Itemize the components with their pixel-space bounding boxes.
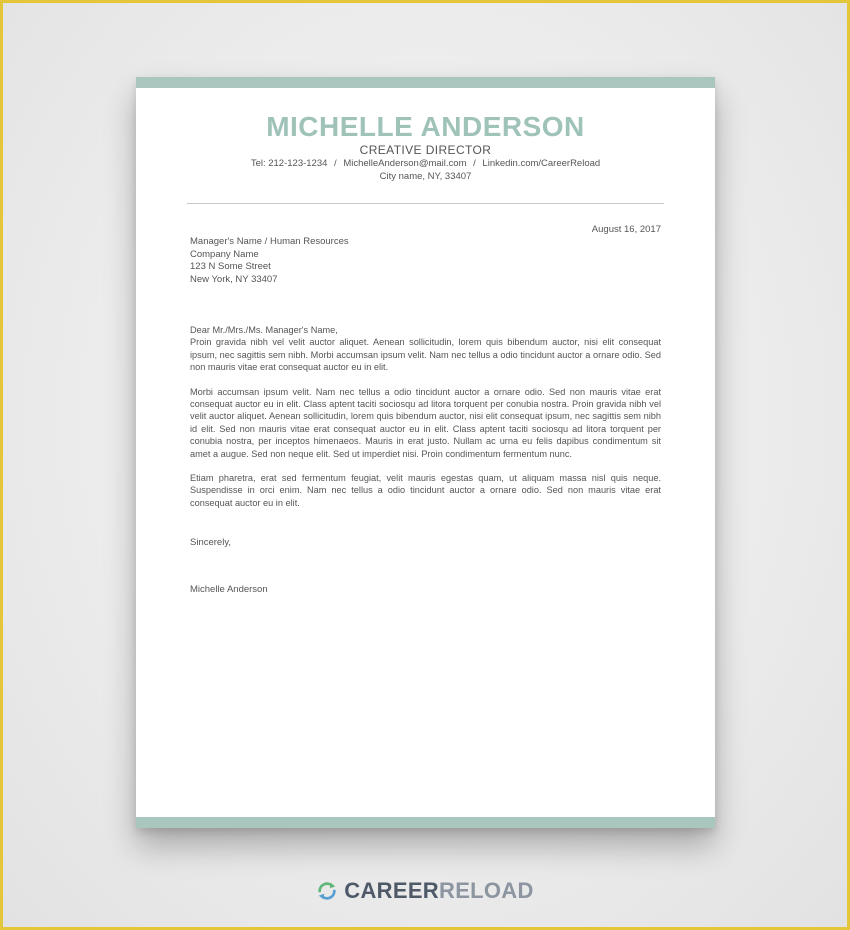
recipient-line: 123 N Some Street — [190, 261, 271, 273]
letter-closing: Sincerely, — [190, 537, 232, 548]
letter-signature: Michelle Anderson — [190, 584, 268, 595]
brand-name-part1: CAREER — [344, 878, 439, 903]
contact-linkedin: Linkedin.com/CareerReload — [482, 158, 601, 169]
contact-separator: / — [473, 158, 476, 169]
letter-greeting: Dear Mr./Mrs./Ms. Manager's Name, — [190, 325, 338, 335]
brand-logo — [0, 878, 850, 904]
header-divider — [187, 203, 664, 204]
body-paragraph: Etiam pharetra, erat sed fermentum feugiat, velit mauris egestas quam, ut aliquam massa nisl quis neque. Suspendisse in orci enim. Nam nec tellus a odio tincidunt auctor a ornare odio. Sed non mauris vitae erat consequat auctor eu in elit. — [190, 473, 661, 508]
bottom-accent-band — [136, 817, 715, 828]
contact-email: MichelleAnderson@mail.com — [343, 158, 467, 169]
letter-date: August 16, 2017 — [591, 224, 661, 235]
applicant-title: CREATIVE DIRECTOR — [359, 143, 492, 157]
applicant-name: MICHELLE ANDERSON — [266, 111, 585, 142]
letter-body — [190, 324, 661, 521]
body-paragraph: Morbi accumsan ipsum velit. Nam nec tellus a odio tincidunt auctor a ornare odio. Sed non mauris vitae erat consequat auctor eu in elit. Class aptent taciti sociosqu ad litora torquent per conubia nostra. Proin gravida nibh vel velit auctor aliquet. Aenean sollicitudin, lorem quis bibendum auctor, nisi elit consequat ipsum, nec sagittis sem nibh id elit. Sed non mauris vitae erat consequat auctor eu in elit. Class aptent taciti sociosqu ad litora torquent per conubia nostra, per inceptos himenaeos. Mauris in erat justo. Nullam ac urna eu felis dapibus condimentum sit amet a augue. Sed non neque elit. Sed ut imperdiet nisi. Proin condimentum fermentum nunc. — [190, 386, 661, 459]
reload-icon — [316, 880, 338, 902]
body-paragraph: Proin gravida nibh vel velit auctor aliquet. Aenean sollicitudin, lorem quis bibendum auctor, nisi elit consequat ipsum, nec sagittis sem nibh. Morbi accumsan ipsum velit. Nam nec tellus a odio tincidunt auctor a ornare odio. Sed non mauris vitae erat consequat auctor eu in elit. — [190, 337, 661, 373]
recipient-line: New York, NY 33407 — [190, 273, 278, 285]
cover-letter-page — [136, 77, 715, 828]
applicant-address: City name, NY, 33407 — [379, 171, 472, 182]
top-accent-band — [136, 77, 715, 88]
brand-name-part2: RELOAD — [439, 878, 534, 903]
contact-separator: / — [334, 158, 337, 169]
recipient-block — [190, 236, 349, 286]
recipient-line: Manager's Name / Human Resources — [190, 236, 349, 247]
contact-line — [136, 158, 715, 169]
recipient-line: Company Name — [190, 248, 259, 260]
contact-phone: Tel: 212-123-1234 — [250, 158, 328, 169]
